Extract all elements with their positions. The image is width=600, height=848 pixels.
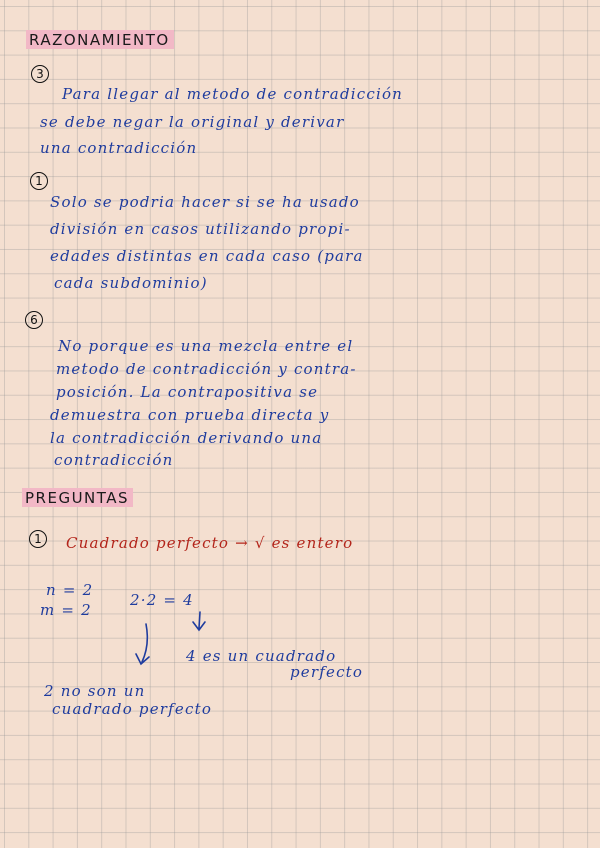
text-line: la contradicción derivando una — [50, 429, 323, 447]
text-line: división en casos utilizando propi- — [50, 220, 351, 238]
item-number-1: 1 — [30, 172, 48, 190]
m-value: m = 2 — [40, 601, 92, 619]
question-number-1: 1 — [29, 530, 47, 548]
item-number-6: 6 — [25, 311, 43, 329]
text-line: una contradicción — [40, 139, 198, 157]
question-statement: Cuadrado perfecto → √ es entero — [66, 534, 354, 552]
text-line: Solo se podria hacer si se ha usado — [50, 193, 360, 211]
text-line: metodo de contradicción y contra- — [56, 360, 357, 378]
note-line-2: cuadrado perfecto — [52, 700, 213, 718]
text-line: cada subdominio) — [54, 274, 208, 292]
heading-preguntas: PREGUNTAS — [22, 488, 133, 507]
text-line: demuestra con prueba directa y — [50, 406, 330, 424]
heading-razonamiento: RAZONAMIENTO — [26, 30, 174, 49]
arrow-down-left — [136, 624, 149, 664]
arrow-down-right — [193, 612, 205, 630]
text-line: se debe negar la original y derivar — [40, 113, 345, 131]
text-line: No porque es una mezcla entre el — [58, 337, 354, 355]
item-number-3: 3 — [31, 65, 49, 83]
text-line: Para llegar al metodo de contradicción — [62, 85, 404, 103]
note-line-1: 2 no son un — [44, 682, 146, 700]
text-line: contradicción — [54, 451, 174, 469]
result-line-1: 4 es un cuadrado — [186, 647, 337, 665]
n-value: n = 2 — [46, 581, 94, 599]
text-line: edades distintas en cada caso (para — [50, 247, 364, 265]
text-line: posición. La contrapositiva se — [56, 383, 319, 401]
product-calculation: 2·2 = 4 — [130, 591, 194, 609]
result-line-2: perfecto — [290, 663, 364, 681]
